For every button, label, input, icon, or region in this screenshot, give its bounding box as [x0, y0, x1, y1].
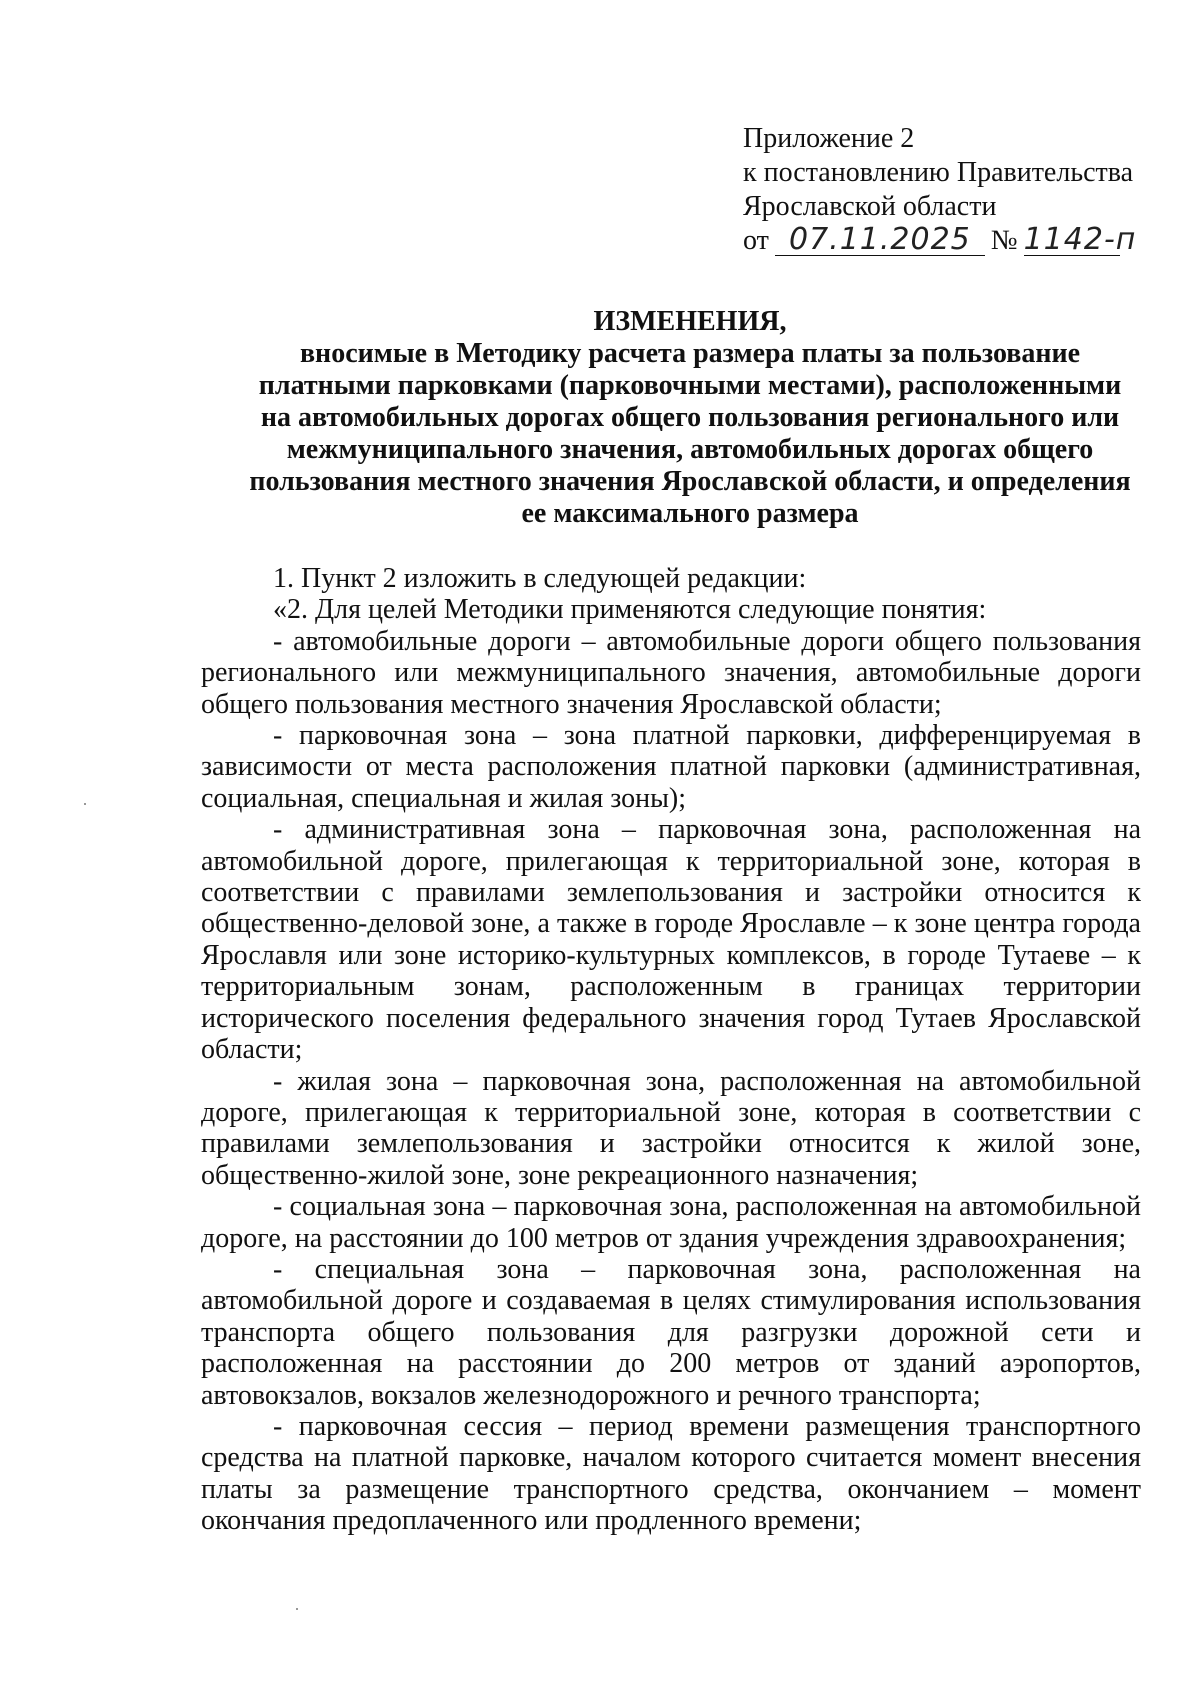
body-line: общественно-жилой зоне, зоне рекреационного назначения; — [201, 1159, 919, 1191]
body-line: дороге, на расстоянии до 100 метров от здания учреждения здравоохранения; — [201, 1222, 1127, 1254]
title-line-2: платными парковками (парковочными местами), расположенными — [258, 370, 1122, 401]
body-line: соответствии с правилами землепользования и застройки относится к — [201, 877, 1141, 909]
date-prefix: от — [743, 225, 769, 256]
body-line: - специальная зона – парковочная зона, расположенная на — [273, 1253, 1141, 1285]
scan-speck — [84, 803, 86, 805]
body-line: расположенная на расстоянии до 200 метров от зданий аэропортов, — [201, 1348, 1141, 1380]
body-line: платы за размещение транспортного средства, окончанием – момент — [201, 1473, 1141, 1505]
title-line-3: на автомобильных дорогах общего пользования регионального или — [260, 402, 1120, 433]
body-line: правилами землепользования и застройки относится к жилой зоне, — [201, 1128, 1141, 1160]
appendix-date-row — [743, 222, 1137, 258]
document-body — [201, 563, 1141, 1537]
body-line: - социальная зона – парковочная зона, расположенная на автомобильной — [273, 1191, 1141, 1223]
document-title — [200, 306, 1180, 530]
title-line-4: межмуниципального значения, автомобильных дорогах общего — [286, 434, 1094, 465]
body-line: общественно-деловой зоне, а также в городе Ярославле – к зоне центра города — [201, 908, 1141, 940]
body-line: - автомобильные дороги – автомобильные дороги общего пользования — [273, 625, 1141, 657]
appendix-line-2: к постановлению Правительства — [743, 157, 1134, 188]
body-line: регионального или межмуниципального значения, автомобильные дороги — [201, 657, 1141, 689]
appendix-line-3: Ярославской области — [743, 191, 997, 222]
body-line: исторического поселения федерального значения город Тутаев Ярославской — [201, 1002, 1141, 1034]
body-line: социальная, специальная и жилая зоны); — [201, 782, 687, 814]
body-line: - жилая зона – парковочная зона, расположенная на автомобильной — [273, 1065, 1141, 1097]
body-line: зависимости от места расположения платной парковки (административная, — [201, 751, 1141, 783]
body-line: автомобильной дороге и создаваемая в целях стимулирования использования — [201, 1285, 1141, 1317]
scan-speck — [296, 1608, 298, 1610]
title-heading: ИЗМЕНЕНИЯ, — [593, 306, 787, 337]
body-line: области; — [201, 1034, 303, 1066]
title-line-5: пользования местного значения Ярославской области, и определения — [249, 466, 1131, 497]
body-line: - парковочная зона – зона платной парковки, дифференцируемая в — [273, 720, 1141, 752]
handwritten-number: 1142-п — [1023, 222, 1137, 257]
body-line: автовокзалов, вокзалов железнодорожного и речного транспорта; — [201, 1379, 981, 1411]
body-line: транспорта общего пользования для разгрузки дорожной сети и — [201, 1316, 1141, 1348]
body-line: дороге, прилегающая к территориальной зоне, которая в соответствии с — [201, 1096, 1141, 1128]
body-line: автомобильной дороге, прилегающая к территориальной зоне, которая в — [201, 845, 1141, 877]
body-line: - административная зона – парковочная зона, расположенная на — [273, 814, 1141, 846]
body-line: окончания предоплаченного или продленного времени; — [201, 1505, 862, 1537]
title-line-6: ее максимального размера — [521, 498, 859, 529]
handwritten-date: 07.11.2025 — [775, 225, 985, 256]
body-line: Ярославля или зоне историко-культурных комплексов, в городе Тутаеве – к — [201, 939, 1141, 971]
body-line: 1. Пункт 2 изложить в следующей редакции: — [273, 563, 807, 594]
title-line-1: вносимые в Методику расчета размера платы за пользование — [299, 338, 1081, 369]
body-line: территориальным зонам, расположенным в границах территории — [201, 971, 1141, 1003]
body-line: «2. Для целей Методики применяются следующие понятия: — [273, 594, 987, 626]
body-line: - парковочная сессия – период времени размещения транспортного — [273, 1410, 1141, 1442]
appendix-block — [743, 122, 1137, 258]
appendix-line-1: Приложение 2 — [743, 123, 915, 154]
body-line: общего пользования местного значения Ярославской области; — [201, 688, 942, 720]
number-prefix: № — [990, 225, 1018, 256]
body-line: средства на платной парковке, началом которого считается момент внесения — [201, 1442, 1141, 1474]
